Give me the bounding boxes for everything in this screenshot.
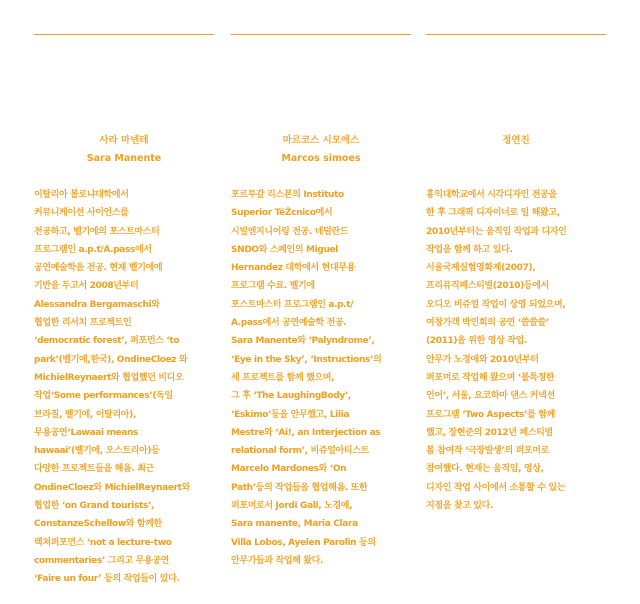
- bio-line: 여창가객 박민희의 공연 ‘쓸쓸쓸’: [426, 318, 549, 329]
- bio-line: 프리뮤직페스티벌(2010)등에서: [426, 281, 549, 292]
- bio-line: 프로그램인 a.p.t/A.pass에서: [34, 244, 152, 255]
- bio-line: OndineCloez와 MichielReynaert와: [34, 482, 190, 493]
- bio-line: commentaries’ 그리고 무용공연: [34, 555, 169, 566]
- bio-line: 봄 참여작 ‘극장발생’의 퍼포머로: [426, 446, 549, 457]
- column-divider-rule: [231, 34, 411, 35]
- bio-line: SNDO와 스페인의 Miguel: [231, 244, 339, 255]
- bio-line: 안무가들과 작업해 왔다.: [231, 555, 324, 566]
- bio-line: 홍익대학교에서 시각디자인 전공을: [426, 190, 557, 200]
- bio-line: 전공하고, 벨기에의 포스트마스터: [34, 226, 160, 237]
- name-english: Marcos simoes: [281, 153, 361, 164]
- column-divider-rule: [34, 34, 214, 35]
- bio-line: relational form’, 비쥬얼아티스트: [231, 446, 369, 457]
- bio-line: 언어’, 서울, 요코하마 댄스 커넥션: [426, 391, 555, 402]
- bio-line: 디자인 작업 사이에서 소통할 수 있는: [426, 482, 566, 493]
- name-korean: 사라 마넨테: [99, 135, 149, 146]
- column-divider-rule: [426, 34, 606, 35]
- bio-line: Mestre와 ‘Ai!, an Interjection as: [231, 427, 381, 438]
- bio-line: 협업한 ‘on Grand tourists’,: [34, 501, 155, 512]
- biography-text: [34, 186, 216, 589]
- bio-line: 다양한 프로젝트들을 해옴. 최근: [34, 464, 154, 475]
- bio-line: 오디오 비쥬얼 작업이 상영 되었으며,: [426, 299, 566, 310]
- biography-text: [231, 186, 413, 570]
- bio-line: 기반을 두고서 2008년부터: [34, 281, 139, 292]
- bio-line: 커뮤니케이션 사이언스를: [34, 208, 129, 219]
- bio-line: 지점을 찾고 있다.: [426, 501, 494, 512]
- bio-line: 안무가 노경애와 2010년부터: [426, 354, 539, 365]
- bio-line: A.pass에서 공연예술학 전공.: [231, 318, 347, 329]
- bio-line: 무용공연‘Lawaai means: [34, 427, 139, 438]
- bio-line: Marcelo Mardones와 ‘On: [231, 464, 347, 475]
- bio-line: 브라질, 벨기에, 이탈리아),: [34, 409, 136, 420]
- bio-line: Path’등의 작업들을 협업해옴. 또한: [231, 482, 368, 493]
- bio-line: 렉쳐퍼포먼스 ‘not a lecture-two: [34, 537, 172, 548]
- bio-line: Sara manente, Maria Clara: [231, 519, 358, 530]
- bio-line: 한 후 그래픽 디자이너로 일 해왔고,: [426, 208, 560, 219]
- bio-line: Superior TéŽcnico에서: [231, 208, 333, 219]
- bio-line: 포르투갈 리스본의 Instituto: [231, 190, 344, 200]
- bio-line: hawaai’(벨기에, 오스트리아)등: [34, 446, 160, 457]
- bio-line: 세 프로젝트를 함께 했으며,: [231, 372, 335, 383]
- bio-line: 협업한 리서치 프로젝트인: [34, 318, 132, 329]
- bio-line: ‘Eskimo’등을 안무했고, Lilia: [231, 409, 350, 420]
- bio-line: 퍼포머로서 Jordi Gali, 노경애,: [231, 501, 353, 512]
- name-korean: 정연진: [502, 135, 530, 146]
- bio-line: park’(벨기에,한국), OndineCloez 와: [34, 354, 188, 365]
- bio-line: (2011)을 위한 영상 작업.: [426, 336, 528, 347]
- bio-line: 그 후 ‘The LaughingBody’,: [231, 391, 351, 402]
- bio-line: 했고, 장현준의 2012년 페스티벌: [426, 427, 553, 438]
- bio-line: 시빌엔지니어링 전공. 네덜란드: [231, 226, 349, 237]
- bio-line: ‘Faire un four’ 등의 작업들이 있다.: [34, 574, 180, 585]
- biography-text: [426, 186, 608, 515]
- bio-line: 퍼포머로 작업해 왔으며 ‘불특정한: [426, 372, 555, 383]
- bio-line: Sara Manente와 ‘Palyndrome’,: [231, 336, 375, 347]
- bio-line: 이탈리아 볼로냐대학에서: [34, 190, 129, 200]
- bio-line: 서울국제실험영화제(2007),: [426, 263, 536, 274]
- bio-line: 작업을 함께 하고 있다.: [426, 244, 513, 255]
- bio-line: 2010년부터는 움직임 작업과 디자인: [426, 226, 567, 237]
- bio-line: 참여했다. 현재는 움직임, 영상,: [426, 464, 544, 475]
- name-korean: 마르코스 시모에스: [282, 135, 360, 146]
- bio-line: ConstanzeSchellow와 함께한: [34, 519, 162, 530]
- bio-line: 작업‘Some performances’(독일: [34, 391, 173, 402]
- bio-line: Hernandez 대학에서 현대무용: [231, 263, 355, 274]
- bio-line: 프로그램 수료. 벨기에: [231, 281, 315, 292]
- bio-line: 프로그램 ‘Two Aspects’를 함께: [426, 409, 555, 420]
- bio-line: ‘Eye in the Sky’, ‘Instructions’의: [231, 354, 382, 365]
- bio-line: ‘democratic forest’, 퍼포먼스 ‘to: [34, 336, 180, 347]
- bio-line: MichielReynaert와 협업했던 비디오: [34, 372, 184, 383]
- bio-line: 공연예술학을 전공. 현재 벨기에에: [34, 263, 163, 274]
- bio-line: 포스트마스터 프로그램인 a.p.t/: [231, 299, 354, 310]
- bio-line: Villa Lobos, Ayelen Parolin 등의: [231, 537, 376, 548]
- bio-line: Alessandra Bergamaschi와: [34, 299, 160, 310]
- name-english: Sara Manente: [86, 153, 162, 164]
